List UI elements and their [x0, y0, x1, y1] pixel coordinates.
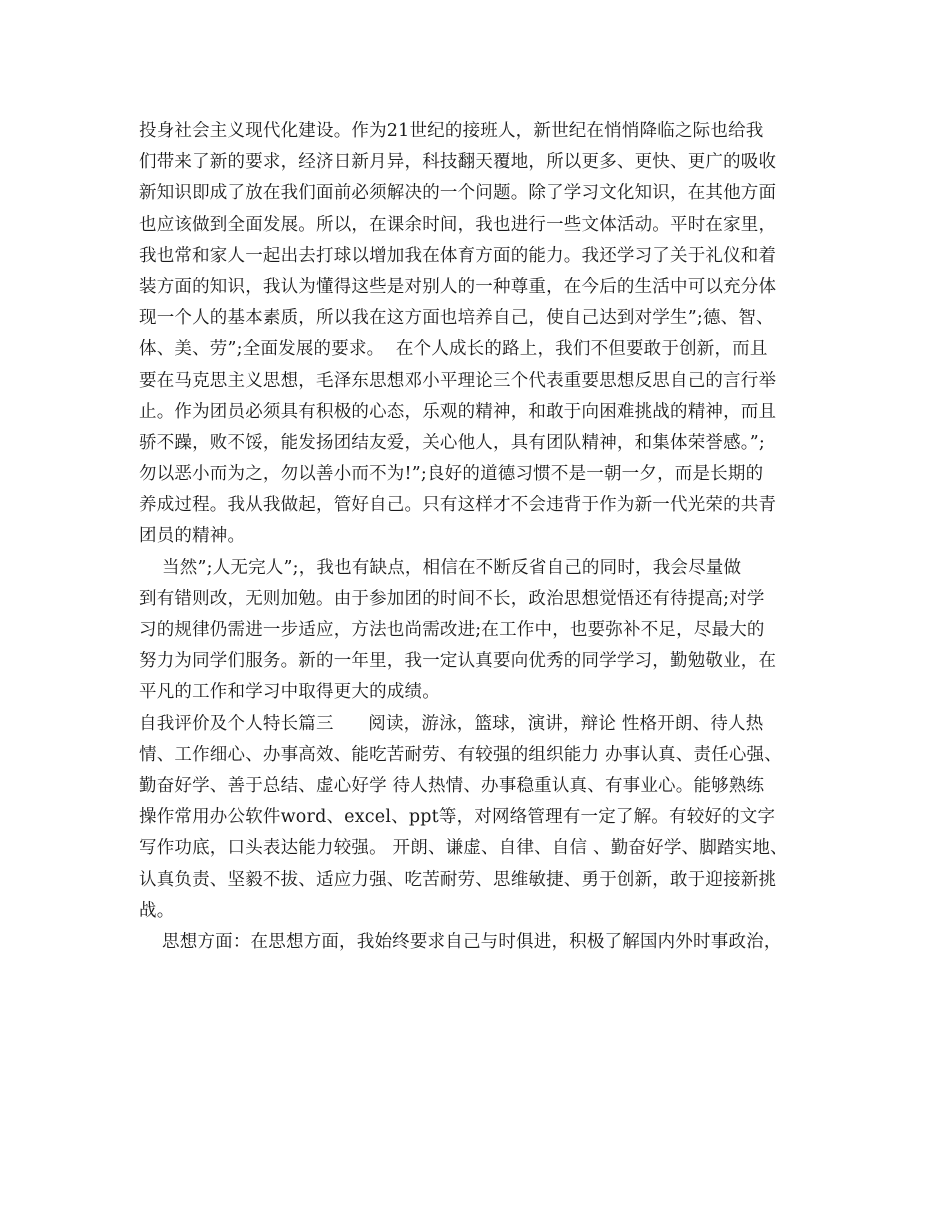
text-line: 自我评价及个人特长篇三 阅读，游泳，篮球，演讲，辩论 性格开朗、待人热: [139, 713, 764, 734]
text-line: 新知识即成了放在我们面前必须解决的一个问题。除了学习文化知识，在其他方面: [139, 183, 777, 204]
text-line: 我也常和家人一起出去打球以增加我在体育方面的能力。我还学习了关于礼仪和着: [139, 245, 777, 266]
text-line: 勤奋好学、善于总结、虚心好学 待人热情、办事稳重认真、有事业心。能够熟练: [139, 775, 765, 796]
text-line: 平凡的工作和学习中取得更大的成绩。: [139, 682, 440, 703]
text-line: 认真负责、坚毅不拔、适应力强、吃苦耐劳、思维敏捷、勇于创新，敢于迎接新挑: [139, 869, 777, 890]
text-line: 到有错则改，无则加勉。由于参加团的时间不长，政治思想觉悟还有待提高;对学: [139, 588, 765, 609]
text-line: 战。: [139, 900, 175, 921]
text-line: 团员的精神。: [139, 526, 246, 547]
text-line: 骄不躁，败不馁，能发扬团结友爱，关心他人，具有团队精神，和集体荣誉感。”;: [139, 432, 765, 453]
text-line: 投身社会主义现代化建设。作为21世纪的接班人，新世纪在悄悄降临之际也给我: [139, 121, 764, 141]
text-line: 现一个人的基本素质，所以我在这方面也培养自己，使自己达到对学生”;德、智、: [139, 308, 774, 329]
text-line: 写作功底，口头表达能力较强。 开朗、谦虚、自律、自信 、勤奋好学、脚踏实地、: [139, 838, 788, 859]
text-line: 操作常用办公软件word、excel、ppt等，对网络管理有一定了解。有较好的文字: [139, 807, 776, 828]
text-line: 习的规律仍需进一步适应，方法也尚需改进;在工作中，也要弥补不足，尽最大的: [139, 620, 765, 640]
document-body: [139, 116, 827, 958]
text-line: 要在马克思主义思想，毛泽东思想邓小平理论三个代表重要思想反思自己的言行举: [139, 370, 777, 391]
text-line: 当然”;人无完人”;，我也有缺点，相信在不断反省自己的同时，我会尽量做: [139, 557, 742, 578]
text-line: 情、工作细心、办事高效、能吃苦耐劳、有较强的组织能力 办事认真、责任心强、: [139, 744, 782, 765]
text-line: 装方面的知识，我认为懂得这些是对别人的一种尊重，在今后的生活中可以充分体: [139, 276, 777, 297]
text-line: 勿以恶小而为之，勿以善小而不为!”;良好的道德习惯不是一朝一夕，而是长期的: [139, 464, 764, 485]
text-line: 养成过程。我从我做起，管好自己。只有这样才不会违背于作为新一代光荣的共青: [139, 495, 777, 516]
text-line: 们带来了新的要求，经济日新月异，科技翻天覆地，所以更多、更快、更广的吸收: [139, 152, 777, 173]
text-line: 努力为同学们服务。新的一年里，我一定认真要向优秀的同学学习，勤勉敬业，在: [139, 651, 777, 672]
text-line: 止。作为团员必须具有积极的心态，乐观的精神，和敢于向困难挑战的精神，而且: [139, 401, 777, 422]
text-line: 思想方面：在思想方面，我始终要求自己与时俱进，积极了解国内外时事政治，: [139, 931, 782, 952]
text-line: 体、美、劳”;全面发展的要求。 在个人成长的路上，我们不但要敢于创新，而且: [139, 339, 768, 360]
text-line: 也应该做到全面发展。所以，在课余时间，我也进行一些文体活动。平时在家里，: [139, 214, 777, 235]
